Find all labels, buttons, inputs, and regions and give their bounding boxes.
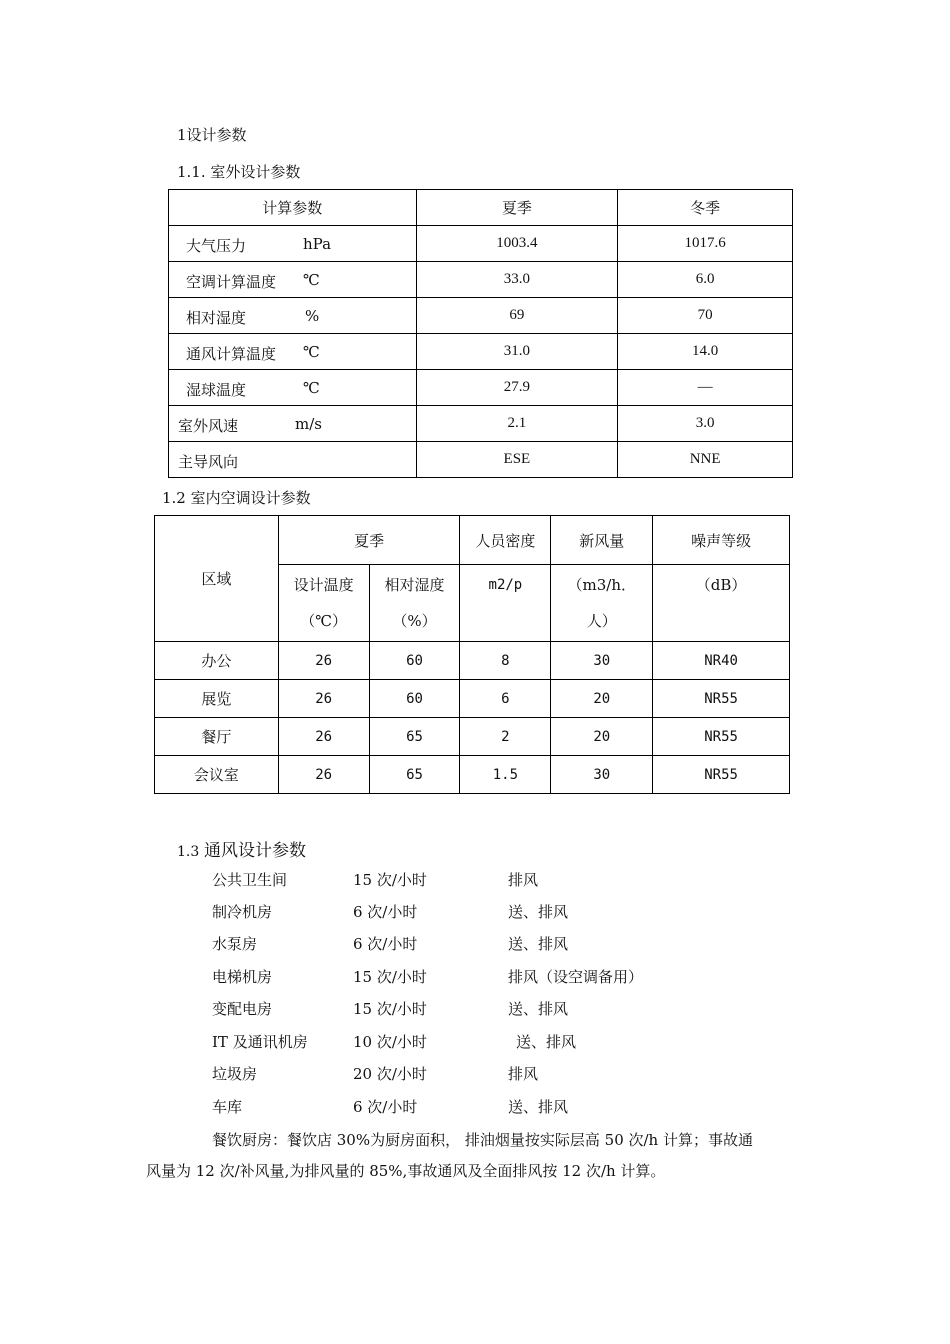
- param-unit: hPa: [303, 235, 332, 253]
- table-row: [155, 756, 790, 794]
- air-change-rate: 15 次/小时: [353, 1000, 427, 1018]
- subheader-noise-unit: [653, 565, 790, 642]
- param-name: 室外风速: [178, 417, 239, 435]
- param-cell: [169, 334, 417, 370]
- col-header-summer: 夏季: [416, 190, 618, 226]
- density-cell: 8: [460, 642, 551, 680]
- subheader-unit: （℃）: [300, 612, 348, 630]
- room-name: 垃圾房: [212, 1065, 258, 1083]
- param-name: 通风计算温度: [186, 345, 277, 363]
- param-name: 空调计算温度: [186, 273, 277, 291]
- room-name: 水泵房: [212, 935, 258, 953]
- fresh-air-cell: 30: [551, 642, 653, 680]
- ventilation-mode: 排风: [508, 871, 539, 889]
- subheader-unit: 人）: [586, 612, 617, 630]
- winter-value: NNE: [618, 442, 793, 478]
- ventilation-mode: 送、排风: [508, 903, 569, 921]
- winter-value: 1017.6: [618, 226, 793, 262]
- param-name: 大气压力: [186, 237, 247, 255]
- col-header-summer: 夏季: [278, 516, 460, 565]
- room-name: 电梯机房: [212, 968, 273, 986]
- humidity-cell: 60: [369, 680, 460, 718]
- col-header-density: 人员密度: [460, 516, 551, 565]
- param-cell: [169, 406, 417, 442]
- air-change-rate: 20 次/小时: [353, 1065, 427, 1083]
- kitchen-paragraph-line-2: 风量为 12 次/补风量,为排风量的 85%,事故通风及全面排风按 12 次/h 计算。: [146, 1162, 666, 1180]
- noise-cell: NR55: [653, 680, 790, 718]
- table-row: [169, 226, 793, 262]
- ventilation-mode: 送、排风: [508, 935, 569, 953]
- summer-value: 27.9: [416, 370, 618, 406]
- subheader-design-temp: [278, 565, 369, 642]
- subheader-label: 相对湿度: [384, 576, 445, 594]
- area-cell: 会议室: [155, 756, 279, 794]
- noise-cell: NR55: [653, 756, 790, 794]
- air-change-rate: 15 次/小时: [353, 968, 427, 986]
- winter-value: 3.0: [618, 406, 793, 442]
- subheader-label: 设计温度: [293, 576, 354, 594]
- noise-cell: NR55: [653, 718, 790, 756]
- air-change-rate: 6 次/小时: [353, 935, 418, 953]
- table-row: [169, 370, 793, 406]
- area-cell: 展览: [155, 680, 279, 718]
- param-unit: ℃: [303, 379, 320, 397]
- room-name: 车库: [212, 1098, 243, 1116]
- table-header-row: [155, 516, 790, 565]
- param-name: 相对湿度: [186, 309, 247, 327]
- table-row: [169, 406, 793, 442]
- section-1-1-heading: 1.1. 室外设计参数: [177, 163, 301, 181]
- ventilation-mode: 送、排风: [508, 1000, 569, 1018]
- subheader-unit: m2/p: [488, 577, 523, 593]
- section-title: 通风设计参数: [204, 841, 307, 861]
- table-row: [155, 642, 790, 680]
- noise-cell: NR40: [653, 642, 790, 680]
- ventilation-mode: 送、排风: [516, 1033, 577, 1051]
- winter-value: 70: [618, 298, 793, 334]
- param-unit: ℃: [303, 343, 320, 361]
- subheader-density-unit: [460, 565, 551, 642]
- summer-value: 1003.4: [416, 226, 618, 262]
- fresh-air-cell: 20: [551, 718, 653, 756]
- air-change-rate: 6 次/小时: [353, 1098, 418, 1116]
- room-name: 变配电房: [212, 1000, 273, 1018]
- param-cell: [169, 226, 417, 262]
- area-cell: 餐厅: [155, 718, 279, 756]
- ventilation-mode: 排风（设空调备用）: [508, 968, 644, 986]
- summer-value: 2.1: [416, 406, 618, 442]
- col-header-fresh-air: 新风量: [551, 516, 653, 565]
- section-number: 1.3: [177, 844, 200, 860]
- table-row: [169, 442, 793, 478]
- table-row: [155, 680, 790, 718]
- col-header-noise: 噪声等级: [653, 516, 790, 565]
- room-name: 制冷机房: [212, 903, 273, 921]
- param-unit: ℃: [303, 271, 320, 289]
- param-name: 湿球温度: [186, 381, 247, 399]
- density-cell: 2: [460, 718, 551, 756]
- col-header-winter: 冬季: [618, 190, 793, 226]
- table-row: [169, 334, 793, 370]
- outdoor-design-table: [168, 189, 793, 478]
- summer-value: 33.0: [416, 262, 618, 298]
- air-change-rate: 15 次/小时: [353, 871, 427, 889]
- indoor-design-table: [154, 515, 790, 794]
- subheader-unit: （%）: [392, 612, 437, 630]
- temp-cell: 26: [278, 718, 369, 756]
- summer-value: 31.0: [416, 334, 618, 370]
- fresh-air-cell: 20: [551, 680, 653, 718]
- temp-cell: 26: [278, 680, 369, 718]
- table-row: [155, 718, 790, 756]
- param-cell: [169, 442, 417, 478]
- col-header-area: 区域: [155, 516, 279, 642]
- temp-cell: 26: [278, 756, 369, 794]
- ventilation-mode: 送、排风: [508, 1098, 569, 1116]
- air-change-rate: 10 次/小时: [353, 1033, 427, 1051]
- summer-value: ESE: [416, 442, 618, 478]
- param-cell: [169, 262, 417, 298]
- param-cell: [169, 298, 417, 334]
- fresh-air-cell: 30: [551, 756, 653, 794]
- summer-value: 69: [416, 298, 618, 334]
- humidity-cell: 60: [369, 642, 460, 680]
- param-unit: m/s: [295, 415, 322, 433]
- subheader-unit: （dB）: [695, 576, 747, 594]
- humidity-cell: 65: [369, 756, 460, 794]
- param-unit: %: [305, 307, 320, 325]
- param-cell: [169, 370, 417, 406]
- subheader-humidity: [369, 565, 460, 642]
- humidity-cell: 65: [369, 718, 460, 756]
- air-change-rate: 6 次/小时: [353, 903, 418, 921]
- density-cell: 1.5: [460, 756, 551, 794]
- subheader-unit: （m3/h．: [567, 576, 636, 594]
- col-header-param: 计算参数: [169, 190, 417, 226]
- table-row: [169, 298, 793, 334]
- subheader-fresh-air-unit: [551, 565, 653, 642]
- density-cell: 6: [460, 680, 551, 718]
- table-header-row: [169, 190, 793, 226]
- param-name: 主导风向: [178, 453, 239, 471]
- room-name: IT 及通讯机房: [212, 1033, 308, 1051]
- winter-value: 6.0: [618, 262, 793, 298]
- winter-value: —: [618, 370, 793, 406]
- section-1-3-heading: [177, 836, 306, 861]
- table-row: [169, 262, 793, 298]
- section-1-2-heading: 1.2 室内空调设计参数: [162, 489, 311, 507]
- kitchen-paragraph-line-1: 餐饮厨房：餐饮店 30%为厨房面积， 排油烟量按实际层高 50 次/h 计算；事故通: [212, 1131, 753, 1149]
- room-name: 公共卫生间: [212, 871, 288, 889]
- area-cell: 办公: [155, 642, 279, 680]
- winter-value: 14.0: [618, 334, 793, 370]
- ventilation-mode: 排风: [508, 1065, 539, 1083]
- section-1-heading: 1设计参数: [177, 126, 247, 144]
- temp-cell: 26: [278, 642, 369, 680]
